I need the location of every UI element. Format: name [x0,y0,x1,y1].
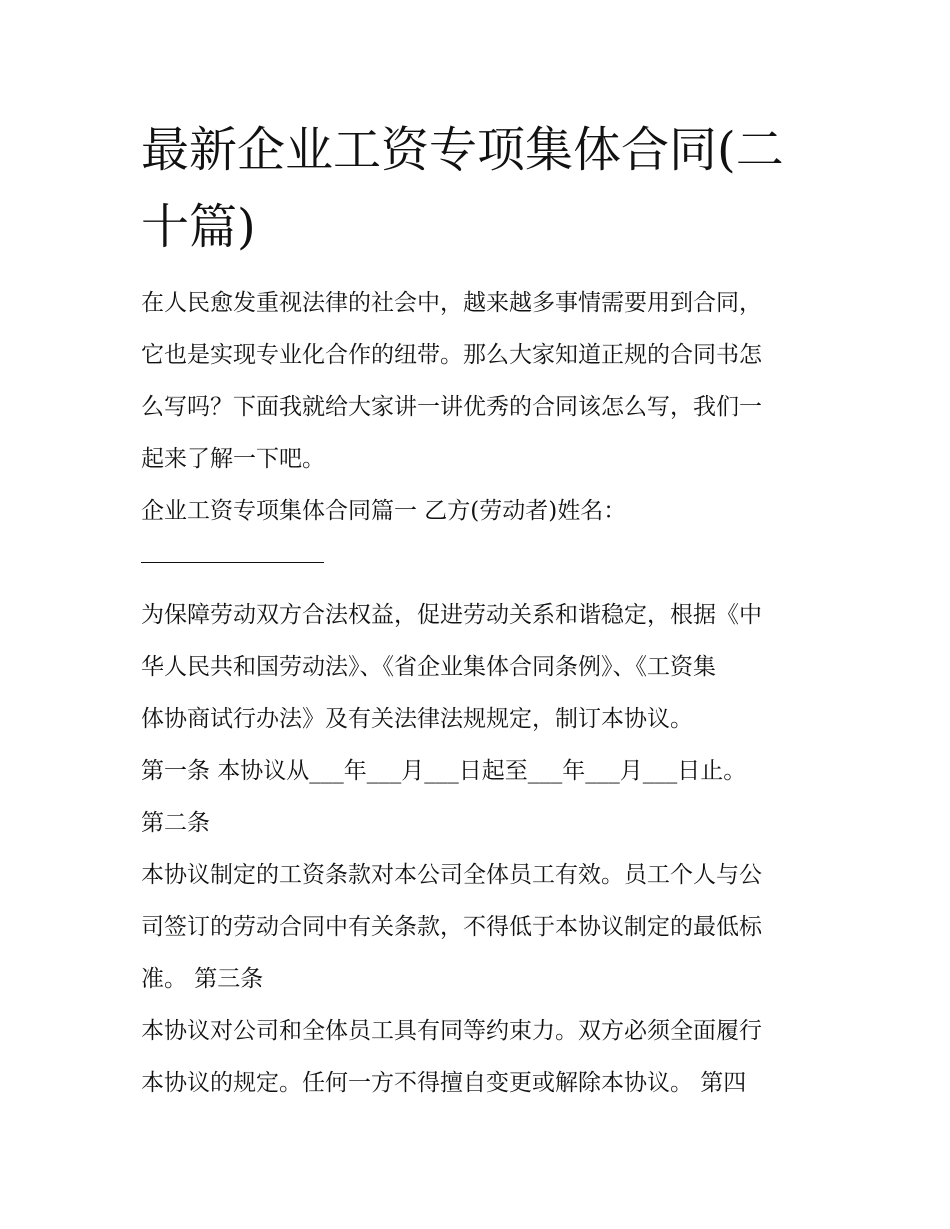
section-heading-paragraph [141,485,821,589]
article-1-paragraph [141,745,821,797]
article-3-paragraph [141,1005,821,1109]
intro-line: 它也是实现专业化合作的纽带。那么大家知道正规的合同书怎 [141,342,762,368]
article-3-line: 本协议对公司和全体员工具有同等约束力。双方必须全面履行 [141,1018,762,1044]
article-2-heading: 第二条 [141,810,210,836]
title-line: 最新企业工资专项集体合同(二 [141,122,784,178]
article-1-text: 第一条 本协议从___年___月___日起至___年___月___日止。 [141,758,747,784]
purpose-line: 为保障劳动双方合法权益，促进劳动关系和谐稳定，根据《中 [141,602,762,628]
article-2-paragraph [141,849,821,1005]
document-title [141,112,831,266]
purpose-line: 华人民共和国劳动法》、《省企业集体合同条例》、《工资集 [141,654,716,680]
document-body [141,277,821,1109]
intro-line: 么写吗？下面我就给大家讲一讲优秀的合同该怎么写，我们一 [141,394,762,420]
article-2-heading-paragraph [141,797,821,849]
article-2-line: 准。 第三条 [141,966,264,992]
intro-line: 起来了解一下吧。 [141,446,325,472]
section-heading: 企业工资专项集体合同篇一 乙方(劳动者)姓名： [141,498,627,524]
article-2-line: 司签订的劳动合同中有关条款，不得低于本协议制定的最低标 [141,914,762,940]
purpose-paragraph [141,589,821,745]
purpose-line: 体协商试行办法》及有关法律法规规定，制订本协议。 [141,706,693,732]
intro-line: 在人民愈发重视法律的社会中，越来越多事情需要用到合同， [141,290,762,316]
underline-rule [141,562,324,563]
name-blank-field [141,537,821,589]
title-line: 十篇) [141,199,256,255]
article-2-line: 本协议制定的工资条款对本公司全体员工有效。员工个人与公 [141,862,762,888]
intro-paragraph [141,277,821,485]
article-3-line: 本协议的规定。任何一方不得擅自变更或解除本协议。 第四 [141,1070,747,1096]
